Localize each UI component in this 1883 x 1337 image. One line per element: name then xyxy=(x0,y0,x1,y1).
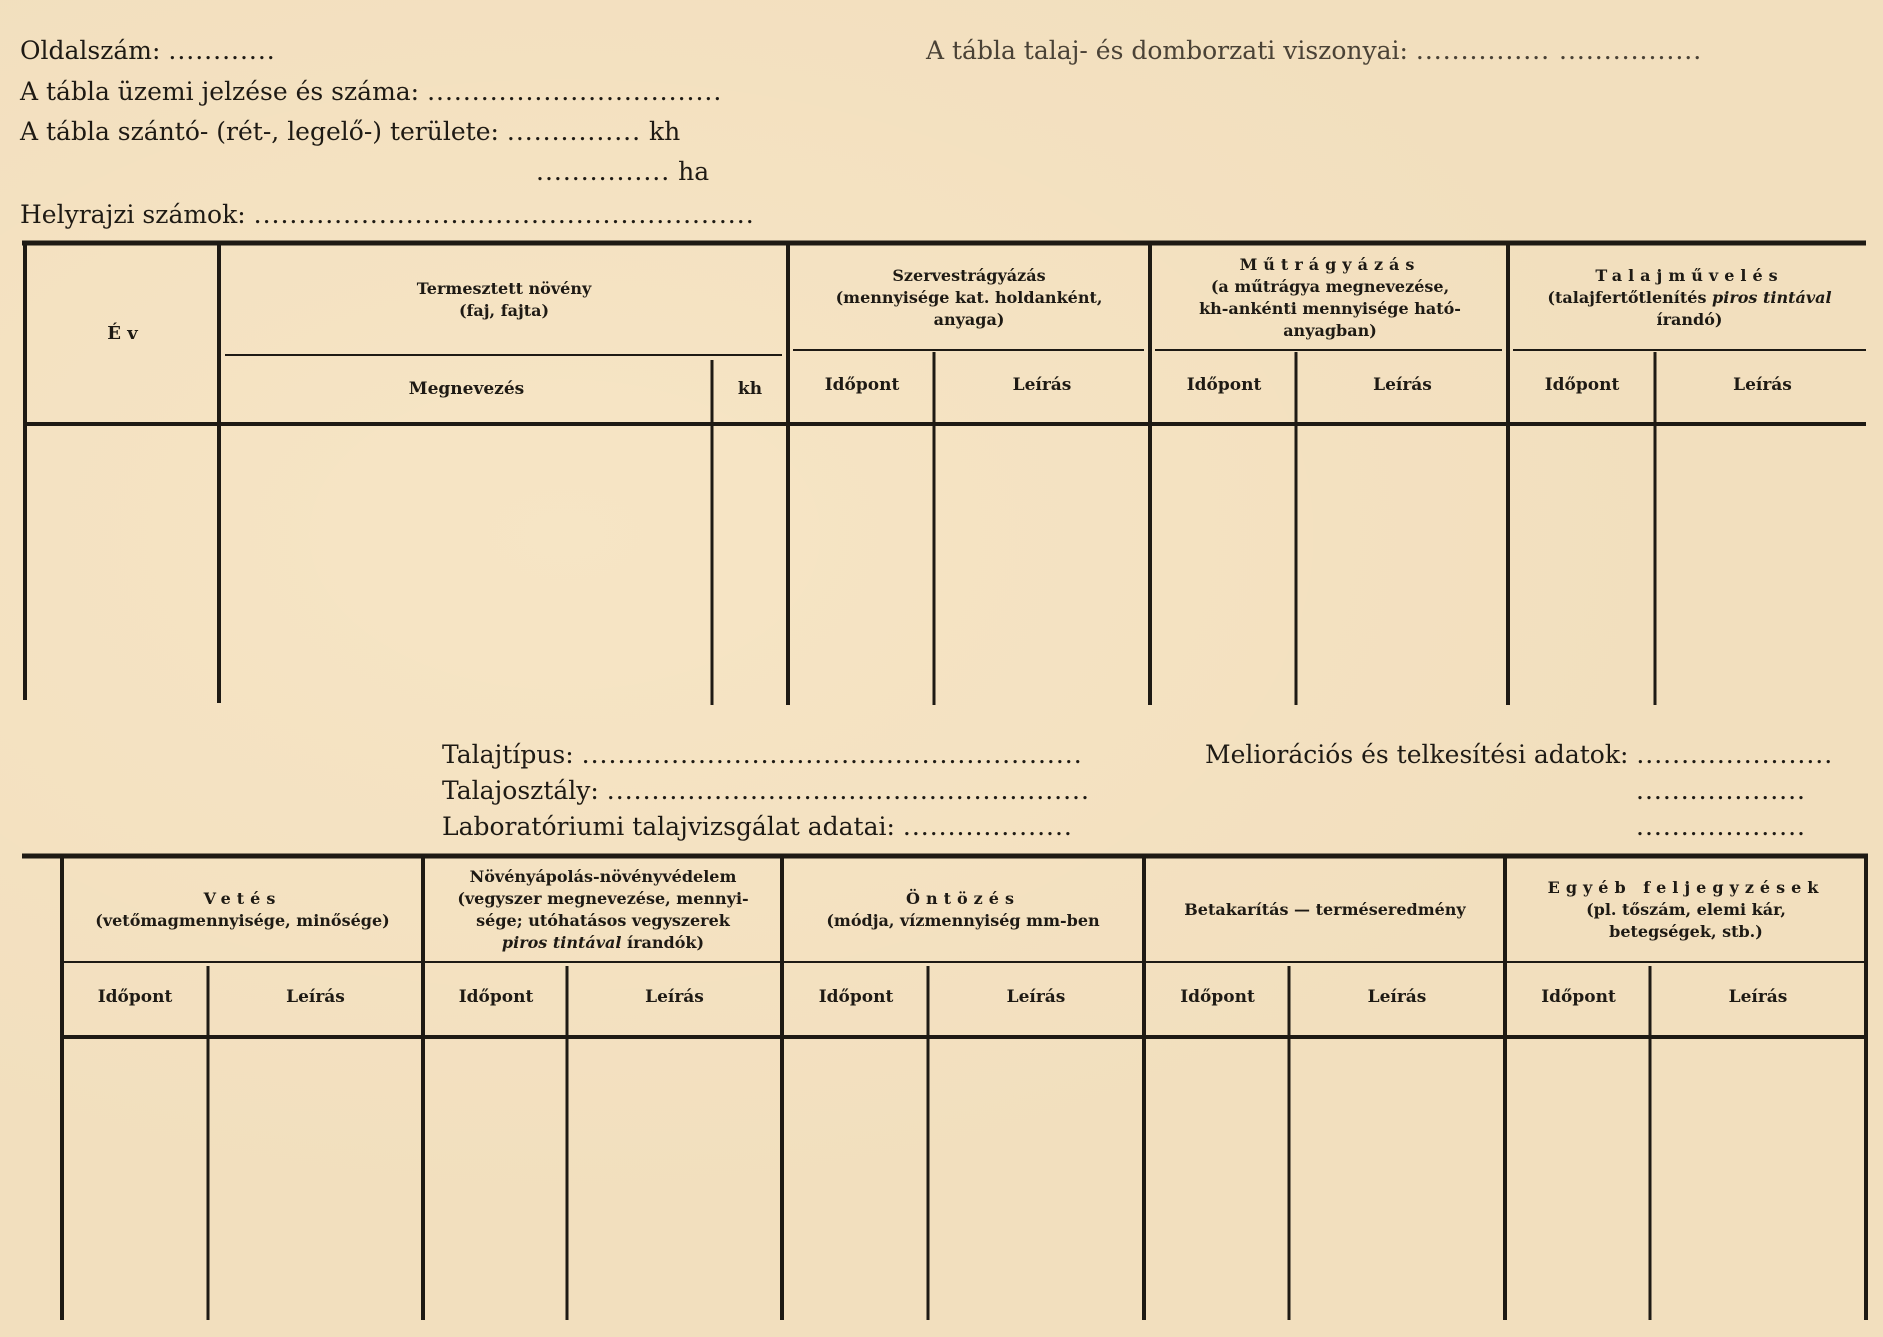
melioration-field-line-2[interactable]: ................... xyxy=(1636,776,1806,805)
plant-care-desc-column-header: Leírás xyxy=(645,987,704,1007)
organic-date-column-header: Időpont xyxy=(824,375,900,395)
crop-name-column-header: Megnevezés xyxy=(408,379,525,399)
irrigation-date-column-header: Időpont xyxy=(818,987,894,1007)
harvest-date-column-header: Időpont xyxy=(1180,987,1255,1007)
plot-area-kh-field[interactable]: A tábla szántó- (rét-, legelő-) területe: ............... kh xyxy=(20,117,681,146)
organic-manure-header: Szervestrágyázás (mennyisége kat. holdanként, anyaga) xyxy=(835,266,1103,329)
fertilizer-date-column-header: Időpont xyxy=(1186,375,1262,395)
fertilizer-header: Műtrágyázás (a műtrágya megnevezése, kh-ankénti mennyisége ható- anyagban) xyxy=(1199,255,1461,340)
sowing-date-column-header: Időpont xyxy=(97,987,173,1007)
lab-soil-test-field[interactable]: Laboratóriumi talajvizsgálat adatai: ................... xyxy=(442,812,1073,841)
tillage-desc-column-header: Leírás xyxy=(1733,375,1792,395)
plot-id-field[interactable]: A tábla üzemi jelzése és száma: ................................. xyxy=(20,77,723,106)
plant-care-date-column-header: Időpont xyxy=(458,987,534,1007)
other-notes-date-column-header: Időpont xyxy=(1541,987,1616,1007)
sowing-header: Vetés (vetőmagmennyisége, minősége) xyxy=(95,889,390,930)
melioration-field[interactable]: Meliorációs és telkesítési adatok: ...................... xyxy=(1205,740,1834,769)
plot-area-ha-field[interactable]: ............... ha xyxy=(536,157,710,186)
soil-relief-field[interactable]: A tábla talaj- és domborzati viszonyai: ............... ................ xyxy=(926,36,1703,65)
page-number-field[interactable]: Oldalszám: ............ xyxy=(20,36,276,65)
tillage-date-column-header: Időpont xyxy=(1544,375,1620,395)
year-header: É v xyxy=(107,323,138,344)
tillage-header: Talajművelés (talajfertőtlenítés piros tintával írandó) xyxy=(1547,266,1832,329)
soil-type-field[interactable]: Talajtípus: ........................................................ xyxy=(442,740,1083,769)
irrigation-header: Öntözés (módja, vízmennyiség mm-ben xyxy=(826,889,1100,930)
plant-care-header: Növényápolás-növényvédelem (vegyszer megnevezése, mennyi- sége; utóhatásos vegyszerek piros tintával írandók) xyxy=(457,867,749,952)
irrigation-desc-column-header: Leírás xyxy=(1006,987,1066,1007)
crop-kh-column-header: kh xyxy=(737,379,763,399)
harvest-desc-column-header: Leírás xyxy=(1367,987,1427,1007)
other-notes-desc-column-header: Leírás xyxy=(1728,987,1788,1007)
other-notes-header: Egyéb feljegyzések (pl. tőszám, elemi kár, betegségek, stb.) xyxy=(1547,878,1825,941)
crop-header: Termesztett növény (faj, fajta) xyxy=(416,279,592,320)
harvest-header: Betakarítás — terméseredmény xyxy=(1184,900,1466,919)
organic-desc-column-header: Leírás xyxy=(1012,375,1072,395)
melioration-field-line-3[interactable]: ................... xyxy=(1636,812,1806,841)
lot-numbers-field[interactable]: Helyrajzi számok: ........................................................ xyxy=(20,200,755,229)
sowing-desc-column-header: Leírás xyxy=(286,987,345,1007)
fertilizer-desc-column-header: Leírás xyxy=(1373,375,1432,395)
soil-class-field[interactable]: Talajosztály: ...................................................... xyxy=(442,776,1090,805)
